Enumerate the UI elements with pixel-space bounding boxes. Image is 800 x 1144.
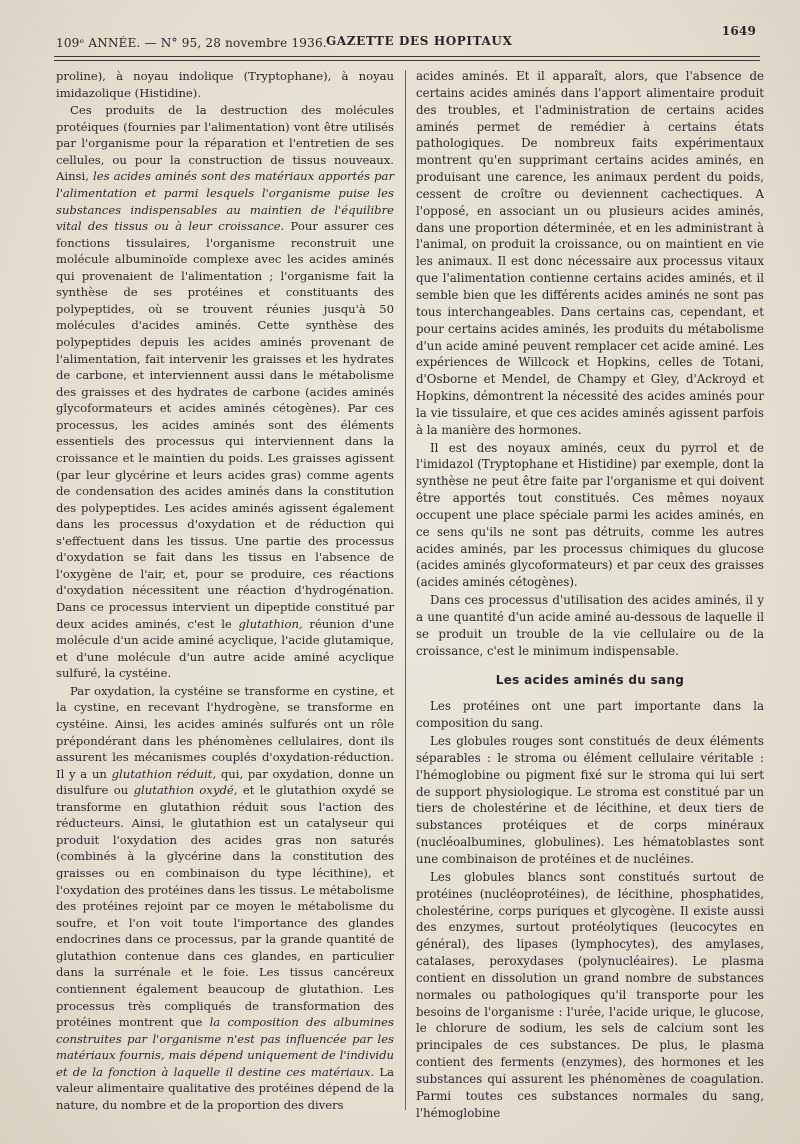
- text-run: réunion d'une molécule d'un acide aminé acyclique, l'acide glutamique, et d'une molécule d'un autre acide aminé acyclique sulfuré, la cystéine.: [56, 616, 394, 681]
- italic-run: glutathion,: [238, 616, 303, 631]
- paragraph: [56, 683, 394, 1114]
- left-column: [56, 68, 394, 1113]
- italic-run: glutathion oxydé,: [133, 783, 238, 798]
- right-column: [416, 68, 764, 1121]
- text-run: Pour assurer ces fonctions tissulaires, l'organisme reconstruit une molécule albuminoïde complexe avec les acides aminés qui provenaient de l'alimentation ; l'organisme fait la synthèse de ses protéines et constituants des polypeptides, où se trouvent réunies jusqu'à 50 molécules d'acides aminés. Cette synthèse des polypeptides depuis les acides aminés provenant de l'alimentation, fait intervenir les graisses et les hydrates de carbone, et interviennent aussi dans le métabolisme des graisses et des hydrates de carbone (acides aminés glycoformateurs et acides aminés cétogènes). Par ces processus, les acides aminés sont des éléments essentiels des processus qui interviennent dans la croissance et le maintien du poids. Les graisses agissent (par leur glycérine et leurs acides gras) comme agents de condensation des acides aminés dans la constitution des polypeptides. Les acides aminés agissent également dans les processus d'oxydation et de réduction qui s'effectuent dans les tissus. Une partie des processus d'oxydation se fait dans les tissus en l'absence de l'oxygène de l'air, et, pour se produire, ces réactions d'oxydation nécessitent une réaction d'hydrogénation. Dans ce processus intervient un dipeptide constitué par deux acides aminés, c'est le: [56, 219, 395, 631]
- header-rule-thick: [54, 56, 760, 57]
- text-run: Ces produits de la destruction des molécules protéiques (fournies par l'alimentation) vont être utilisés par l'organisme pour la réparation et l'entretien de ses cellules, ou pour la construction de tissus nouveaux. Ainsi,: [56, 103, 394, 184]
- text-run: et le glutathion oxydé se transforme en glutathion réduit sous l'action des réducteurs. Ainsi, le glutathion est un catalyseur qui produit l'oxydation des acides gras non saturés (combinés à la glycérine dans la constitution des graisses ou en combinaison du type lécithine), et l'oxydation des protéines dans les tissus. Le métabolisme des protéines rejoint par ce moyen le métabolisme du soufre, et l'on voit toute l'importance des glandes endocrines dans ce processus, par la grande quantité de glutathion contenue dans ces glandes, en particulier dans la surrénale et le foie. Les tissus cancéreux contiennent également beaucoup de glutathion. Les processus très compliqués de transformation des protéines montrent que: [56, 783, 395, 1030]
- text-run: qui, par oxydation, donne un disulfure ou: [56, 766, 394, 798]
- paragraph: Les globules blancs sont constitués surtout de protéines (nucléoprotéines), de lécithine, phosphatides, cholestérine, corps puriques et glycogène. Il existe aussi des enzymes, surtout protéolytiques (leucocytes en général), des lipases (lymphocytes), des amylases, catalases, peroxydases (polynucléaires). Le plasma contient en dissolution un grand nombre de substances normales ou pathologiques qu'il transporte pour les besoins de l'organisme : l'urée, l'acide urique, le glucose, le chlorure de sodium, les sels de calcium sont les principales de ces substances. De plus, le plasma contient des ferments (enzymes), des hormones et les substances qui assurent les phénomènes de coagulation. Parmi toutes ces substances normales du sang, l'hémoglobine: [416, 869, 764, 1120]
- running-header: [56, 24, 756, 52]
- journal-title: GAZETTE DES HOPITAUX: [326, 34, 513, 48]
- header-rule-thin: [54, 60, 760, 61]
- text-run: Par oxydation, la cystéine se transforme en cystine, et la cystine, en recevant l'hydrogène, se transforme en cystéine. Ainsi, les acides aminés sulfurés ont un rôle prépondérant dans les phénomènes cellulaires, dont ils assurent les mécanismes couplés d'oxydation-réduction. Il y a un: [56, 683, 394, 781]
- paragraph: proline), à noyau indolique (Tryptophane), à noyau imidazolique (Histidine).: [56, 69, 394, 100]
- paragraph: Dans ces processus d'utilisation des acides aminés, il y a une quantité d'un acide aminé au-dessous de laquelle il se produit un trouble de la vie cellulaire ou de la croissance, c'est le minimum indispensable.: [416, 593, 764, 658]
- italic-run: la composition des albumines construites par l'organisme n'est pas influencée par les matériaux fournis, mais dépend uniquement de l'individu et de la fonction à laquelle il destine ces matériaux.: [56, 1015, 394, 1079]
- column-divider: [405, 70, 406, 1110]
- paragraph: Les protéines ont une part importante dans la composition du sang.: [416, 699, 764, 731]
- issue-line: 109ᵉ ANNÉE. — N° 95, 28 novembre 1936.: [56, 36, 327, 50]
- page-number: 1649: [721, 24, 756, 38]
- italic-run: les acides aminés sont des matériaux apportés par l'alimentation et parmi lesquels l'organisme puise les substances indispensables au maintien de l'équilibre vital des tissus ou à leur croissance.: [56, 169, 394, 234]
- italic-run: glutathion réduit,: [111, 766, 217, 781]
- section-heading: Les acides aminés du sang: [495, 672, 685, 687]
- paragraph: [56, 102, 394, 682]
- paragraph: acides aminés. Et il apparaît, alors, que l'absence de certains acides aminés dans l'apport alimentaire produit des troubles, et l'administration de certains acides aminés permet de remédier à certains états pathologiques. De nombreux faits expérimentaux montrent qu'en supprimant certains acides aminés, en produisant une carence, les animaux perdent du poids, cessent de croître ou deviennent cachectiques. A l'opposé, en associant un ou plusieurs acides aminés, dans une proportion déterminée, et en les administrant à l'animal, on produit la croissance, ou on maintient en vie les animaux. Il est donc nécessaire aux processus vitaux que l'alimentation contienne certains acides aminés, et il semble bien que les différents acides aminés ne sont pas tous interchangeables. Dans certains cas, cependant, et pour certains acides aminés, les produits du métabolisme d'un acide aminé peuvent remplacer cet acide aminé. Les expériences de Willcock et Hopkins, celles de Totani, d'Osborne et Mendel, de Champy et Gley, d'Ackroyd et Hopkins, démontrent la nécessité des acides aminés pour la vie tissulaire, et que ces acides aminés agissent parfois à la manière des hormones.: [416, 69, 764, 437]
- text-run: La valeur alimentaire qualitative des protéines dépend de la nature, du nombre et de la proportion des divers: [56, 1064, 395, 1112]
- paragraph: Les globules rouges sont constitués de deux éléments séparables : le stroma ou élément cellulaire véritable : l'hémoglobine ou pigment fixé sur le stroma qui lui sert de support physiologique. Le stroma est constitué par un tiers de cholestérine et de lécithine, et deux tiers de substances protéiques et de corps minéraux (nucléoalbumines, globulines). Les hématoblastes sont une combinaison de protéines et de nucléines.: [416, 734, 764, 866]
- paragraph: Il est des noyaux aminés, ceux du pyrrol et de l'imidazol (Tryptophane et Histidine) par exemple, dont la synthèse ne peut être faite par l'organisme et qui doivent être apportés tout constitués. Ces mêmes noyaux occupent une place spéciale parmi les acides aminés, en ce sens qu'ils ne sont pas détruits, comme les autres acides aminés, par les processus chimiques du glucose (acides aminés glycoformateurs) et par ceux des graisses (acides aminés cétogènes).: [416, 440, 764, 590]
